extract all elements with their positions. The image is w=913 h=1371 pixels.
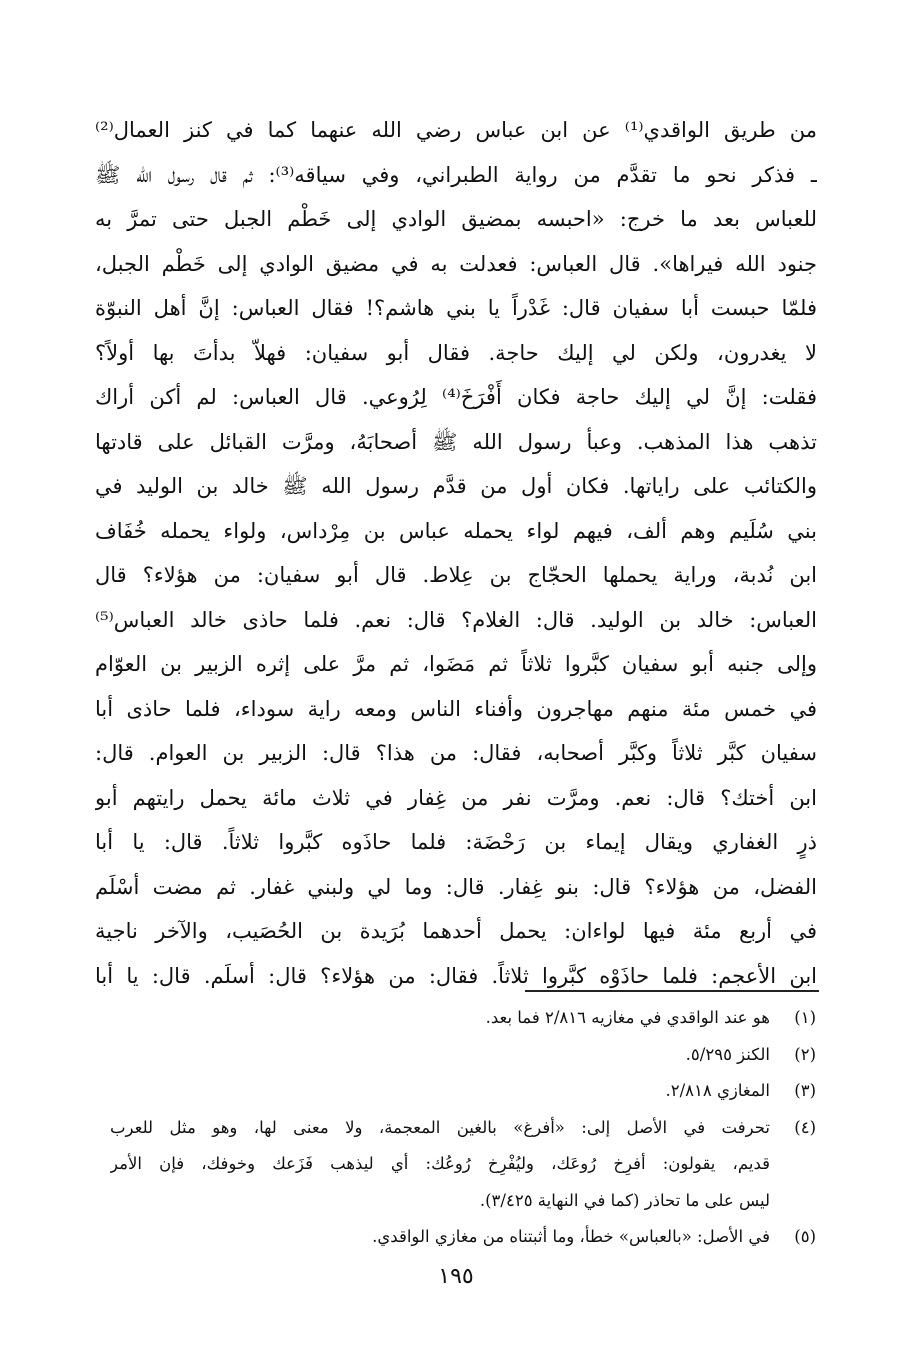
text-line: ابن الأعجم: فلما حاذَوْه كبَّروا ثلاثاً. فقال: من هؤلاء؟ قال: أسلَم. قال: يا أبا [95,963,817,988]
text-line: للعباس بعد ما خرج: «احبسه بمضيق الوادي إلى خَطْم الجبل حتى تمرَّ به [95,207,817,231]
text-line: لا يغدرون، ولكن لي إليك حاجة. فقال أبو سفيان: فهلاّ بدأتَ بها أولاً؟ [95,340,817,365]
footnote-number: (٢) [794,1044,816,1064]
footnote-text: في الأصل: «بالعباس» خطأ، وما أثبتناه من مغازي الواقدي. [372,1227,770,1246]
text-line: تذهب هذا المذهب. وعبأ رسول الله ﷺ أصحابَهُ، ومرَّت القبائل على قادتها [95,429,817,454]
footnote [110,1000,816,1037]
footnote-text: الكنز ٥/٢٩٥. [685,1044,770,1064]
text-line: من طريق الواقدي⁽¹⁾ عن ابن عباس رضي الله عنهما كما في كنز العمال⁽²⁾ [95,118,817,142]
text-line: فلمّا حبست أبا سفيان قال: غَدْراً يا بني هاشم؟! فقال العباس: إنَّ أهل النبوّة [95,296,817,320]
footnote-number: (١) [794,1008,816,1027]
text-line: وإلى جنبه أبو سفيان كبَّروا ثلاثاً ثم مَضَوا، ثم مرَّ على إثره الزبير بن العوّام [95,652,817,676]
text-line: سفيان كبَّر ثلاثاً وكبَّر أصحابه، فقال: من هذا؟ قال: الزبير بن العوام. قال: [95,741,817,765]
footnote [110,1110,816,1220]
text-line: في أربع مئة فيها لواءان: يحمل أحدهما بُرَيدة بن الحُصَيب، والآخر ناجية [95,919,817,943]
footnote [110,1219,816,1256]
text-line: ابن نُدبة، وراية يحملها الحجّاج بن عِلاط. قال أبو سفيان: من هؤلاء؟ قال [95,563,817,587]
text-line: الفضل، من هؤلاء؟ قال: بنو غِفار. قال: وما لي ولبني غفار. ثم مضت أسْلَم [95,874,817,899]
footnote-number: (٣) [794,1081,816,1100]
footnote-text: قديم، يقولون: أفرِخ رُوعَك، وليُفْرِخ رُوعُك: أي ليذهب فَزَعك وخوفك، فإن الأمر [110,1154,770,1173]
footnote [110,1073,816,1110]
text-line: والكتائب على راياتها. فكان أول من قدَّم رسول الله ﷺ خالد بن الوليد في [95,474,817,498]
text-line: ـ فذكر نحو ما تقدَّم من رواية الطبراني، وفي سياقه⁽³⁾: ثم قال رسول الله ﷺ [95,162,817,187]
footnote [110,1037,816,1074]
footnotes [110,1000,816,1256]
footnote-number: (٥) [794,1227,816,1246]
footnote-number: (٤) [794,1117,816,1137]
text-line: جنود الله فيراها». قال العباس: فعدلت به في مضيق الوادي إلى خَطْم الجبل، [95,251,817,276]
text-line: فقلت: إنَّ لي إليك حاجة فكان أَفْرَخَ⁽⁴⁾ لِرُوعي. قال العباس: لم أكن أراك [95,385,817,409]
text-line: في خمس مئة منهم مهاجرون وأفناء الناس ومعه راية سوداء، فلما حاذى أبا [95,696,817,721]
text-line: ابن أختك؟ قال: نعم. ومرَّت نفر من غِفار في ثلاث مائة يحمل رايتهم أبو [95,785,817,810]
page-number: ١٩٥ [438,1264,474,1289]
footnote-text: تحرفت في الأصل إلى: «أفرغ» بالغين المعجمة، ولا معنى لها، وهو مثل للعرب [110,1117,770,1137]
text-line: ذرٍ الغفاري ويقال إيماء بن رَحْضَة: فلما حاذَوه كبَّروا ثلاثاً. قال: يا أبا [95,830,817,854]
main-text [95,108,817,998]
text-line: بني سُلَيم وهم ألف، فيهم لواء يحمله عباس بن مِرْداس، ولواء يحمله خُفَاف [95,518,817,543]
footnote-divider [525,990,819,992]
text-line: العباس: خالد بن الوليد. قال: الغلام؟ قال: نعم. فلما حاذى خالد العباس⁽⁵⁾ [95,607,817,632]
footnote-text: المغازي ٢/٨١٨. [665,1081,770,1100]
footnote-text: ليس على ما تحاذر (كما في النهاية ٣/٤٢٥). [479,1190,770,1210]
footnote-text: هو عند الواقدي في مغازيه ٢/٨١٦ فما بعد. [485,1008,770,1027]
